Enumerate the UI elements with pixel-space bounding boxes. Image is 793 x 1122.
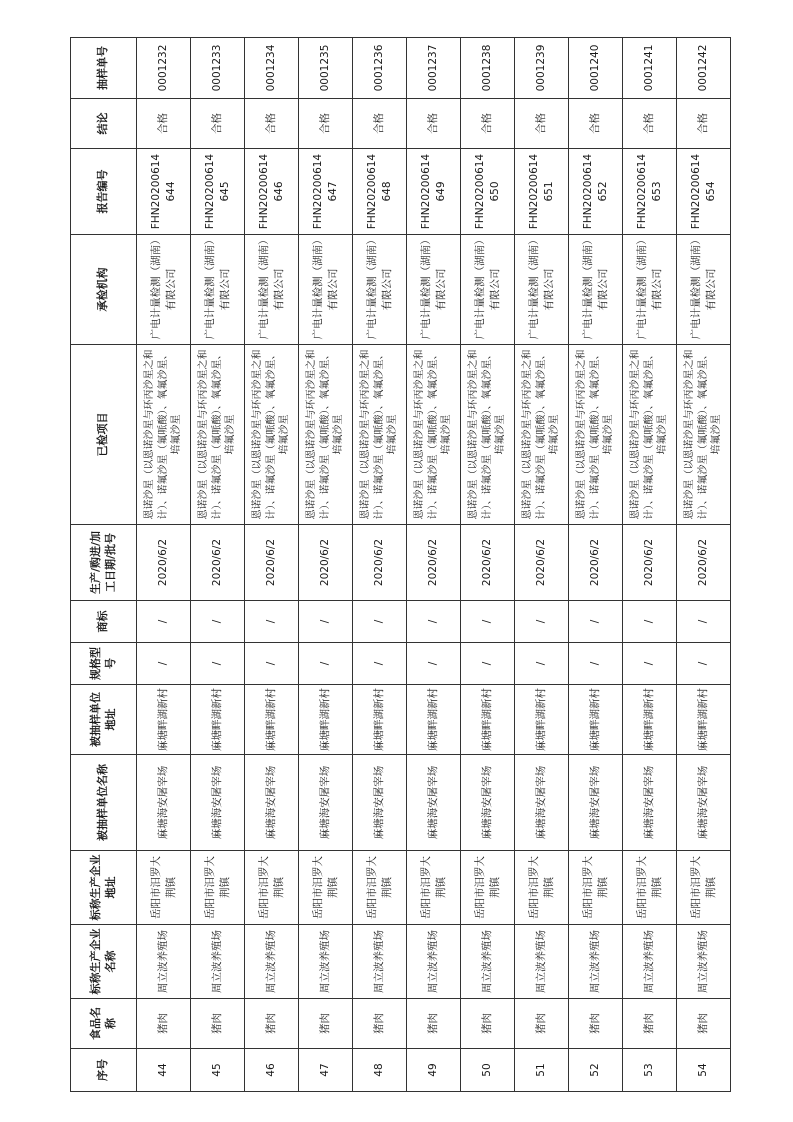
cell-spec: / [461, 643, 515, 685]
cell-agency: 广电计量检测（湖南）有限公司 [623, 235, 677, 345]
table-row [353, 38, 407, 1092]
cell-producer-name: 周立波养殖场 [407, 925, 461, 999]
header-spec: 规格型号 [71, 643, 137, 685]
cell-sampled-unit: 麻塘海安屠宰场 [137, 755, 191, 851]
table-row [623, 38, 677, 1092]
cell-sampled-unit: 麻塘海安屠宰场 [353, 755, 407, 851]
cell-sampled-unit: 麻塘海安屠宰场 [515, 755, 569, 851]
cell-date: 2020/6/2 [677, 525, 731, 601]
header-sampled-unit: 被抽样单位名称 [71, 755, 137, 851]
cell-date: 2020/6/2 [299, 525, 353, 601]
cell-date: 2020/6/2 [191, 525, 245, 601]
cell-report-no: FHN20200614646 [245, 149, 299, 235]
cell-result: 合格 [515, 99, 569, 149]
cell-producer-address: 岳阳市汨罗大荆镇 [407, 851, 461, 925]
cell-producer-name: 周立波养殖场 [569, 925, 623, 999]
header-sample-no: 抽样单号 [71, 38, 137, 99]
cell-result: 合格 [299, 99, 353, 149]
cell-result: 合格 [407, 99, 461, 149]
cell-brand: / [407, 601, 461, 643]
cell-producer-name: 周立波养殖场 [677, 925, 731, 999]
cell-report-no: FHN20200614648 [353, 149, 407, 235]
cell-sampled-unit: 麻塘海安屠宰场 [623, 755, 677, 851]
cell-brand: / [137, 601, 191, 643]
cell-result: 合格 [677, 99, 731, 149]
cell-producer-address: 岳阳市汨罗大荆镇 [299, 851, 353, 925]
cell-producer-address: 岳阳市汨罗大荆镇 [515, 851, 569, 925]
cell-spec: / [245, 643, 299, 685]
cell-brand: / [353, 601, 407, 643]
cell-seq: 44 [137, 1049, 191, 1092]
cell-items: 恩诺沙星（以恩诺沙星与环丙沙星之和计）、诺氟沙星（氟哌酸）、氧氟沙星、培氟沙星 [353, 345, 407, 525]
cell-spec: / [137, 643, 191, 685]
cell-food-name: 猪肉 [407, 999, 461, 1049]
cell-sampled-address: 麻塘畔湖新村 [245, 685, 299, 755]
cell-producer-name: 周立波养殖场 [461, 925, 515, 999]
cell-items: 恩诺沙星（以恩诺沙星与环丙沙星之和计）、诺氟沙星（氟哌酸）、氧氟沙星、培氟沙星 [677, 345, 731, 525]
cell-sampled-unit: 麻塘海安屠宰场 [191, 755, 245, 851]
cell-report-no: FHN20200614653 [623, 149, 677, 235]
cell-date: 2020/6/2 [353, 525, 407, 601]
cell-seq: 52 [569, 1049, 623, 1092]
cell-seq: 48 [353, 1049, 407, 1092]
cell-sample-no: 0001239 [515, 38, 569, 99]
header-date: 生产/购进/加工日期/批号 [71, 525, 137, 601]
header-report-no: 报告编号 [71, 149, 137, 235]
cell-brand: / [569, 601, 623, 643]
table-row [677, 38, 731, 1092]
table-row [245, 38, 299, 1092]
cell-agency: 广电计量检测（湖南）有限公司 [569, 235, 623, 345]
cell-producer-name: 周立波养殖场 [137, 925, 191, 999]
cell-result: 合格 [623, 99, 677, 149]
cell-report-no: FHN20200614645 [191, 149, 245, 235]
cell-agency: 广电计量检测（湖南）有限公司 [677, 235, 731, 345]
cell-producer-name: 周立波养殖场 [299, 925, 353, 999]
cell-spec: / [515, 643, 569, 685]
cell-report-no: FHN20200614644 [137, 149, 191, 235]
cell-sample-no: 0001235 [299, 38, 353, 99]
cell-result: 合格 [569, 99, 623, 149]
cell-producer-name: 周立波养殖场 [515, 925, 569, 999]
inspection-results-table [70, 37, 731, 1092]
cell-sample-no: 0001241 [623, 38, 677, 99]
cell-agency: 广电计量检测（湖南）有限公司 [407, 235, 461, 345]
cell-seq: 46 [245, 1049, 299, 1092]
cell-brand: / [191, 601, 245, 643]
cell-brand: / [461, 601, 515, 643]
cell-result: 合格 [137, 99, 191, 149]
cell-sampled-address: 麻塘畔湖新村 [299, 685, 353, 755]
cell-spec: / [623, 643, 677, 685]
cell-food-name: 猪肉 [191, 999, 245, 1049]
cell-sampled-unit: 麻塘海安屠宰场 [677, 755, 731, 851]
cell-spec: / [677, 643, 731, 685]
cell-sampled-unit: 麻塘海安屠宰场 [299, 755, 353, 851]
cell-producer-name: 周立波养殖场 [191, 925, 245, 999]
cell-items: 恩诺沙星（以恩诺沙星与环丙沙星之和计）、诺氟沙星（氟哌酸）、氧氟沙星、培氟沙星 [515, 345, 569, 525]
cell-food-name: 猪肉 [299, 999, 353, 1049]
header-brand: 商标 [71, 601, 137, 643]
cell-agency: 广电计量检测（湖南）有限公司 [299, 235, 353, 345]
cell-seq: 49 [407, 1049, 461, 1092]
cell-food-name: 猪肉 [515, 999, 569, 1049]
cell-date: 2020/6/2 [515, 525, 569, 601]
cell-sampled-unit: 麻塘海安屠宰场 [461, 755, 515, 851]
cell-sampled-unit: 麻塘海安屠宰场 [245, 755, 299, 851]
cell-report-no: FHN20200614652 [569, 149, 623, 235]
cell-report-no: FHN20200614649 [407, 149, 461, 235]
cell-food-name: 猪肉 [137, 999, 191, 1049]
cell-brand: / [245, 601, 299, 643]
cell-agency: 广电计量检测（湖南）有限公司 [191, 235, 245, 345]
header-row [71, 38, 137, 1092]
cell-food-name: 猪肉 [245, 999, 299, 1049]
cell-sampled-address: 麻塘畔湖新村 [191, 685, 245, 755]
table-row [569, 38, 623, 1092]
cell-producer-name: 周立波养殖场 [623, 925, 677, 999]
table-row [299, 38, 353, 1092]
cell-items: 恩诺沙星（以恩诺沙星与环丙沙星之和计）、诺氟沙星（氟哌酸）、氧氟沙星、培氟沙星 [299, 345, 353, 525]
cell-food-name: 猪肉 [623, 999, 677, 1049]
cell-report-no: FHN20200614647 [299, 149, 353, 235]
cell-items: 恩诺沙星（以恩诺沙星与环丙沙星之和计）、诺氟沙星（氟哌酸）、氧氟沙星、培氟沙星 [137, 345, 191, 525]
table-row [461, 38, 515, 1092]
cell-agency: 广电计量检测（湖南）有限公司 [515, 235, 569, 345]
cell-sampled-unit: 麻塘海安屠宰场 [407, 755, 461, 851]
cell-report-no: FHN20200614650 [461, 149, 515, 235]
header-sampled-address: 被抽样单位地址 [71, 685, 137, 755]
cell-producer-address: 岳阳市汨罗大荆镇 [569, 851, 623, 925]
cell-agency: 广电计量检测（湖南）有限公司 [245, 235, 299, 345]
cell-report-no: FHN20200614654 [677, 149, 731, 235]
cell-seq: 54 [677, 1049, 731, 1092]
cell-date: 2020/6/2 [461, 525, 515, 601]
cell-result: 合格 [461, 99, 515, 149]
cell-result: 合格 [353, 99, 407, 149]
cell-sampled-address: 麻塘畔湖新村 [515, 685, 569, 755]
cell-seq: 51 [515, 1049, 569, 1092]
cell-agency: 广电计量检测（湖南）有限公司 [353, 235, 407, 345]
cell-report-no: FHN20200614651 [515, 149, 569, 235]
cell-seq: 45 [191, 1049, 245, 1092]
table-row [515, 38, 569, 1092]
header-food-name: 食品名称 [71, 999, 137, 1049]
cell-food-name: 猪肉 [353, 999, 407, 1049]
cell-producer-address: 岳阳市汨罗大荆镇 [677, 851, 731, 925]
header-producer-name: 标称生产企业名称 [71, 925, 137, 999]
cell-date: 2020/6/2 [245, 525, 299, 601]
header-result: 结论 [71, 99, 137, 149]
cell-agency: 广电计量检测（湖南）有限公司 [137, 235, 191, 345]
cell-sample-no: 0001238 [461, 38, 515, 99]
cell-result: 合格 [191, 99, 245, 149]
cell-items: 恩诺沙星（以恩诺沙星与环丙沙星之和计）、诺氟沙星（氟哌酸）、氧氟沙星、培氟沙星 [407, 345, 461, 525]
cell-sample-no: 0001237 [407, 38, 461, 99]
cell-producer-address: 岳阳市汨罗大荆镇 [245, 851, 299, 925]
cell-date: 2020/6/2 [623, 525, 677, 601]
table-row [137, 38, 191, 1092]
cell-producer-address: 岳阳市汨罗大荆镇 [353, 851, 407, 925]
cell-brand: / [623, 601, 677, 643]
cell-producer-address: 岳阳市汨罗大荆镇 [623, 851, 677, 925]
cell-food-name: 猪肉 [461, 999, 515, 1049]
cell-producer-address: 岳阳市汨罗大荆镇 [191, 851, 245, 925]
header-producer-address: 标称生产企业地址 [71, 851, 137, 925]
header-agency: 承检机构 [71, 235, 137, 345]
cell-agency: 广电计量检测（湖南）有限公司 [461, 235, 515, 345]
cell-seq: 53 [623, 1049, 677, 1092]
cell-date: 2020/6/2 [569, 525, 623, 601]
cell-sample-no: 0001242 [677, 38, 731, 99]
cell-items: 恩诺沙星（以恩诺沙星与环丙沙星之和计）、诺氟沙星（氟哌酸）、氧氟沙星、培氟沙星 [245, 345, 299, 525]
table-row [191, 38, 245, 1092]
cell-sampled-address: 麻塘畔湖新村 [623, 685, 677, 755]
cell-producer-address: 岳阳市汨罗大荆镇 [461, 851, 515, 925]
cell-sampled-address: 麻塘畔湖新村 [407, 685, 461, 755]
cell-items: 恩诺沙星（以恩诺沙星与环丙沙星之和计）、诺氟沙星（氟哌酸）、氧氟沙星、培氟沙星 [461, 345, 515, 525]
cell-sample-no: 0001232 [137, 38, 191, 99]
cell-spec: / [299, 643, 353, 685]
table-row [407, 38, 461, 1092]
header-seq: 序号 [71, 1049, 137, 1092]
cell-date: 2020/6/2 [407, 525, 461, 601]
cell-items: 恩诺沙星（以恩诺沙星与环丙沙星之和计）、诺氟沙星（氟哌酸）、氧氟沙星、培氟沙星 [623, 345, 677, 525]
cell-items: 恩诺沙星（以恩诺沙星与环丙沙星之和计）、诺氟沙星（氟哌酸）、氧氟沙星、培氟沙星 [569, 345, 623, 525]
cell-sample-no: 0001236 [353, 38, 407, 99]
cell-brand: / [515, 601, 569, 643]
cell-sampled-address: 麻塘畔湖新村 [461, 685, 515, 755]
cell-sampled-unit: 麻塘海安屠宰场 [569, 755, 623, 851]
cell-spec: / [353, 643, 407, 685]
cell-food-name: 猪肉 [677, 999, 731, 1049]
cell-sample-no: 0001234 [245, 38, 299, 99]
cell-result: 合格 [245, 99, 299, 149]
cell-sampled-address: 麻塘畔湖新村 [353, 685, 407, 755]
cell-sample-no: 0001240 [569, 38, 623, 99]
cell-sampled-address: 麻塘畔湖新村 [137, 685, 191, 755]
cell-producer-address: 岳阳市汨罗大荆镇 [137, 851, 191, 925]
cell-sample-no: 0001233 [191, 38, 245, 99]
cell-spec: / [407, 643, 461, 685]
cell-spec: / [569, 643, 623, 685]
cell-sampled-address: 麻塘畔湖新村 [677, 685, 731, 755]
cell-brand: / [677, 601, 731, 643]
cell-producer-name: 周立波养殖场 [353, 925, 407, 999]
cell-date: 2020/6/2 [137, 525, 191, 601]
cell-seq: 47 [299, 1049, 353, 1092]
cell-food-name: 猪肉 [569, 999, 623, 1049]
cell-producer-name: 周立波养殖场 [245, 925, 299, 999]
cell-sampled-address: 麻塘畔湖新村 [569, 685, 623, 755]
cell-items: 恩诺沙星（以恩诺沙星与环丙沙星之和计）、诺氟沙星（氟哌酸）、氧氟沙星、培氟沙星 [191, 345, 245, 525]
cell-spec: / [191, 643, 245, 685]
cell-brand: / [299, 601, 353, 643]
header-items: 已检项目 [71, 345, 137, 525]
table-body [137, 38, 731, 1092]
cell-seq: 50 [461, 1049, 515, 1092]
